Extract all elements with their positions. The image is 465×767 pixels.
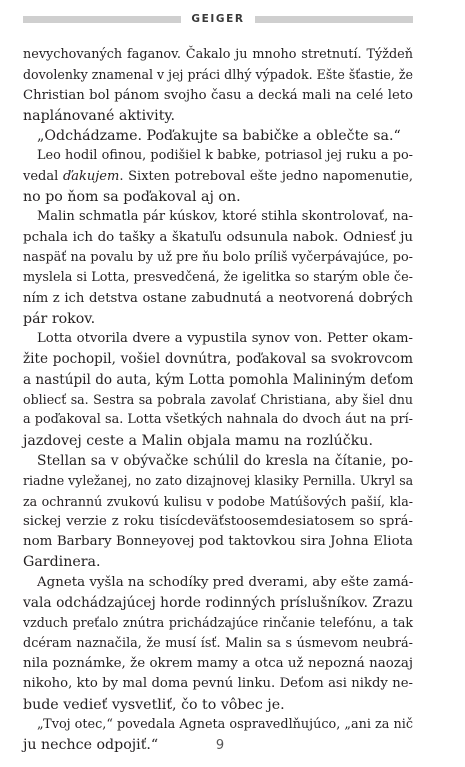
text-line: Leo hodil ofinou, podišiel k babke, potriasol jej ruku a po-	[37, 148, 413, 164]
text-line: Agneta vyšla na schodíky pred dverami, aby ešte zamá-	[37, 574, 414, 590]
text-line	[23, 167, 413, 187]
text-line: naplánované aktivity.	[23, 107, 176, 124]
text-line: Christian bol pánom svojho času a decká mali na celé leto	[23, 87, 413, 103]
text-line: Lotta otvorila dvere a vypustila synov von. Petter okam-	[37, 331, 413, 347]
text-line: Malin schmatla pár kúskov, ktoré stihla skontrolovať, na-	[37, 209, 413, 225]
text-line: „Tvoj otec,“ povedala Agneta ospravedlňujúco, „ani za nič	[37, 716, 413, 732]
text-line: nom Barbary Bonneyovej pod taktovkou sira Johna Eliota	[23, 534, 413, 550]
text-line: ním z ich detstva ostane zabudnutá a neotvorená dobrých	[23, 290, 413, 306]
text-line: obliecť sa. Sestra sa pobrala zavolať Christiana, aby šiel dnu	[23, 392, 413, 408]
text-line: za ochrannú zvukovú kulisu v podobe Matúšových pašií, kla-	[23, 493, 413, 509]
header-rule-left	[23, 16, 181, 23]
text-line: no po ňom sa poďakoval aj on.	[23, 189, 241, 206]
text-line: nila poznámke, že okrem mamy a otca už nepozná naozaj	[23, 655, 413, 671]
text-line: a poďakoval sa. Lotta všetkých nahnala do dvoch áut na prí-	[23, 412, 413, 428]
text-line: riadne vyležanej, no zato dizajnovej klasiky Pernilla. Ukryl sa	[23, 473, 414, 489]
text-line: pár rokov.	[23, 310, 96, 327]
text-line-part: vedal	[23, 168, 63, 184]
text-line: dovolenky znamenal v jej práci dlhý výpadok. Ešte šťastie, že	[23, 67, 413, 83]
text-line: žite pochopil, vošiel dovnútra, poďakoval sa svokrovcom	[23, 351, 413, 368]
text-line: jazdovej ceste a Malin objala mamu na rozlúčku.	[23, 432, 373, 449]
running-header	[23, 10, 413, 28]
text-line: vala odchádzajúcej horde rodinných príslušníkov. Zrazu	[23, 595, 413, 612]
header-rule-right	[255, 16, 413, 23]
text-line: a nastúpil do auta, kým Lotta pomohla Malininým deťom	[23, 371, 414, 388]
text-line: „Odchádzame. Poďakujte sa babičke a oblečte sa.“	[37, 128, 401, 145]
text-line: dcéram naznačila, že musí ísť. Malin sa s úsmevom neubrá-	[23, 635, 413, 651]
text-line: naspäť na povalu by už pre ňu bolo príliš vyčerpávajúce, po-	[23, 249, 413, 265]
text-line: sickej verzie z roku tisícdeväťstoosemdesiatosem so sprá-	[23, 513, 413, 529]
running-title: GEIGER	[191, 13, 245, 25]
text-line: Stellan sa v obývačke schúlil do kresla na čítanie, po-	[37, 452, 413, 469]
text-line: nikoho, kto by mal doma pevnú linku. Deťom asi nikdy ne-	[23, 676, 413, 692]
text-line-part: . Sixten potreboval ešte jedno napomenutie,	[119, 168, 413, 184]
text-line: nevychovaných faganov. Čakalo ju mnoho stretnutí. Týždeň	[23, 47, 413, 62]
text-line: ju nechce odpojiť.“	[23, 737, 159, 754]
text-line: bude vedieť vysvetliť, čo to vôbec je.	[23, 696, 285, 713]
text-line: myslela si Lotta, presvedčená, že igelitka so starým oble če-	[23, 270, 413, 286]
text-line: Gardinera.	[23, 554, 101, 571]
text-line: vzduch preťalo znútra prichádzajúce rinčanie telefónu, a tak	[23, 615, 413, 631]
body-text	[23, 45, 413, 755]
page-number: 9	[215, 738, 225, 753]
text-line: pchala ich do tašky a škatuľu odsunula nabok. Odniesť ju	[23, 229, 413, 245]
emphasized-word: ďakujem	[62, 168, 120, 184]
